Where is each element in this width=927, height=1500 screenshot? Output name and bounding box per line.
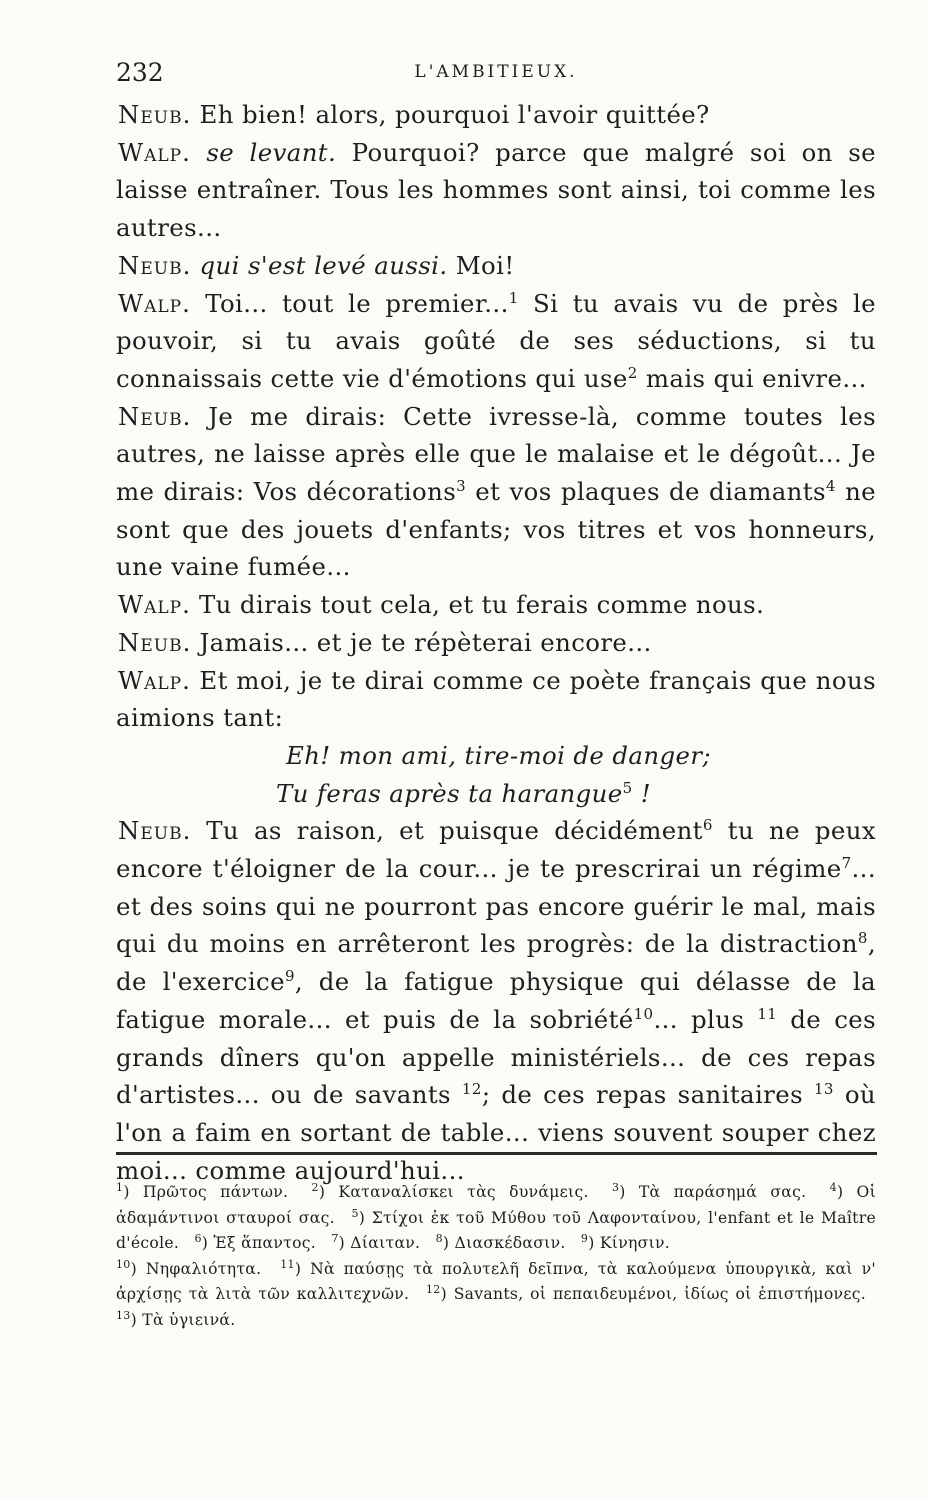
- line-text: , de la fatigue physique qui délasse de la fatigue morale... et puis de la sobriété: [116, 967, 876, 1034]
- line-text: ; de ces repas sanitaires: [481, 1080, 803, 1110]
- footnote-ref: 8: [857, 929, 868, 948]
- footnote-block: [116, 1257, 876, 1334]
- footnote: $^{10}$) Νηφαλιότητα.: [116, 1257, 262, 1278]
- line-text: Jamais... et je te répèterai encore...: [199, 627, 652, 657]
- verse-text: Tu feras après ta harangue: [276, 778, 623, 808]
- footnote-number: 4: [829, 1181, 837, 1194]
- footnote-ref: 12: [461, 1080, 482, 1099]
- footnote: $^5$) Στίχοι ἐκ τοῦ Μύθου τοῦ Λαφονταίνου, l'enfant et le Maître d'école.: [116, 1206, 877, 1252]
- footnote-number: 12: [426, 1283, 441, 1296]
- footnote: $^{13}$) Τὰ ὑγιεινά.: [116, 1308, 236, 1329]
- verse-text: !: [640, 778, 651, 808]
- footnote-number: 6: [194, 1232, 202, 1245]
- speaker-walp: Walp.: [118, 665, 191, 695]
- line-text: ne sont que des jouets d'enfants; vos titres et vos honneurs, une vaine fumée...: [116, 477, 877, 582]
- footnote-text: Νηφαλιότητα.: [145, 1259, 262, 1278]
- footnote-text: Νὰ παύσῃς τὰ πολυτελῆ δεῖπνα, τὰ καλούμενα ὑπουργικὰ, καὶ ν' ἀρχίσῃς τὰ λιτὰ τῶν καλλιτεχνῶν.: [116, 1259, 877, 1303]
- footnote-ref: 9: [284, 967, 295, 986]
- footnote-number: 1: [116, 1181, 124, 1194]
- line-text: Tu dirais tout cela, et tu ferais comme nous.: [198, 590, 765, 620]
- footnote-number: 13: [116, 1308, 131, 1322]
- line-text: et vos plaques de diamants: [475, 477, 826, 507]
- footnote-number: 3: [611, 1181, 620, 1194]
- footnote-block: [116, 1180, 876, 1257]
- footnotes: [116, 1180, 876, 1333]
- line-text: Moi!: [455, 250, 515, 280]
- speaker-neub: Neub.: [118, 816, 192, 846]
- footnote-text: Πρῶτος πάντων.: [142, 1183, 289, 1201]
- line-text: Pourquoi? parce que malgré soi on se laisse entraîner. Tous les hommes sont ainsi, toi comme les autres...: [116, 137, 877, 243]
- stage-direction: se levant.: [206, 137, 337, 167]
- footnote-ref: 5: [622, 778, 633, 797]
- footnote-text: Τὰ παράσημά σας.: [638, 1183, 807, 1201]
- line-text: Tu as raison, et puisque décidément: [206, 816, 703, 846]
- line-text: Toi... tout le premier...: [205, 288, 509, 318]
- line-text: Et moi, je te dirai comme ce poète français que nous aimions tant:: [116, 665, 876, 733]
- line-text: , de l'exercice: [116, 929, 876, 997]
- dialogue-line: [116, 285, 876, 398]
- line-text: tu ne peux encore t'éloigner de la cour... je te prescrirai un régime: [116, 816, 877, 884]
- dialogue-line: [116, 624, 876, 662]
- footnote-number: 8: [435, 1232, 443, 1245]
- footnote: $^8$) Διασκέδασιν.: [435, 1232, 566, 1252]
- footnote-number: 5: [351, 1206, 359, 1220]
- line-text: de ces grands dîners qu'on appelle ministériels... de ces repas d'artistes... ou de savants: [116, 1004, 876, 1110]
- footnote-text: Τὰ ὑγιεινά.: [142, 1310, 236, 1329]
- speaker-neub: Neub.: [118, 401, 192, 431]
- footnote-ref: 2: [627, 363, 638, 382]
- dialogue-line: [116, 586, 876, 624]
- footnote: $^{11}$) Νὰ παύσῃς τὰ πολυτελῆ δεῖπνα, τὰ καλούμενα ὑπουργικὰ, καὶ ν' ἀρχίσῃς τὰ λιτὰ τῶν καλλιτεχνῶν.: [116, 1257, 877, 1303]
- verse-line: [116, 775, 876, 813]
- footnote: $^3$) Τὰ παράσημά σας.: [611, 1181, 807, 1201]
- dialogue-line: [116, 812, 876, 1189]
- speaker-neub: Neub.: [118, 250, 192, 280]
- dialogue-line: [116, 398, 876, 587]
- footnote-text: Οἱ ἀδαμάντινοι σταυροί σας.: [116, 1183, 877, 1227]
- speaker-walp: Walp.: [118, 590, 191, 620]
- footnote-number: 10: [116, 1257, 131, 1271]
- footnote-text: Κίνησιν.: [599, 1234, 671, 1252]
- footnote: $^2$) Καταναλίσκει τὰς δυνάμεις.: [311, 1181, 589, 1201]
- footnote-ref: 11: [757, 1004, 778, 1023]
- footnote-text: Καταναλίσκει τὰς δυνάμεις.: [338, 1183, 589, 1201]
- footnote-divider: [116, 1152, 877, 1155]
- page-number: 232: [116, 58, 164, 87]
- footnote-ref: 10: [633, 1004, 654, 1023]
- footnote: $^{12}$) Savants, οἱ πεπαιδευμένοι, ἰδίως οἱ ἐπιστήμονες.: [426, 1283, 866, 1303]
- line-text: ... et des soins qui ne pourront pas encore guérir le mal, mais qui du moins en arrêteront les progrès: de la distraction: [116, 854, 876, 959]
- footnote-number: 9: [580, 1232, 589, 1245]
- dialogue-line: [116, 662, 876, 737]
- footnote: $^9$) Κίνησιν.: [580, 1232, 671, 1252]
- footnote-text: Ἐξ ἅπαντος.: [213, 1234, 317, 1252]
- speaker-neub: Neub.: [118, 627, 192, 657]
- dialogue-text: [116, 96, 876, 1189]
- speaker-walp: Walp.: [118, 137, 191, 167]
- page-header: [116, 58, 876, 88]
- footnote-text: Δίαιταν.: [350, 1234, 421, 1252]
- footnote-ref: 3: [456, 477, 467, 496]
- speaker-walp: Walp.: [118, 288, 191, 318]
- dialogue-line: [116, 96, 876, 134]
- line-text: Eh bien! alors, pourquoi l'avoir quittée?: [199, 100, 710, 129]
- footnote-number: 2: [311, 1181, 319, 1194]
- footnote-number: 7: [331, 1232, 339, 1245]
- footnote: $^4$) Οἱ ἀδαμάντινοι σταυροί σας.: [116, 1181, 877, 1227]
- line-text: Je me dirais: Cette ivresse-là, comme toutes les autres, ne laisse après elle que le malaise et le dégoût... Je me dirais: Vos décorations: [116, 401, 876, 507]
- footnote-text: Στίχοι ἐκ τοῦ Μύθου τοῦ Λαφονταίνου, l'enfant et le Maître d'école.: [116, 1208, 877, 1252]
- running-title: L'AMBITIEUX.: [414, 62, 578, 82]
- footnote-text: Savants, οἱ πεπαιδευμένοι, ἰδίως οἱ ἐπιστήμονες.: [453, 1285, 866, 1303]
- line-text: où l'on a faim en sortant de table... viens souvent souper chez moi... comme aujourd'hui...: [116, 1080, 877, 1185]
- dialogue-line: [116, 134, 876, 247]
- footnote-ref: 7: [841, 854, 852, 873]
- stage-direction: qui s'est levé aussi.: [199, 250, 448, 280]
- footnote: $^7$) Δίαιταν.: [331, 1232, 421, 1252]
- footnote-text: Διασκέδασιν.: [454, 1234, 566, 1252]
- footnote-ref: 1: [508, 288, 519, 307]
- dialogue-line: [116, 247, 876, 285]
- footnote-ref: 6: [702, 816, 713, 835]
- verse-line: [116, 737, 876, 775]
- line-text: Si tu avais vu de près le pouvoir, si tu avais goûté de ses séductions, si tu connaissais cette vie d'émotions qui use: [116, 288, 876, 393]
- speaker-neub: Neub.: [118, 100, 192, 129]
- footnote-ref: 13: [813, 1080, 834, 1099]
- footnote-ref: 4: [825, 477, 836, 496]
- footnote: $^1$) Πρῶτος πάντων.: [116, 1181, 289, 1201]
- line-text: ... plus: [653, 1004, 745, 1034]
- footnote: $^6$) Ἐξ ἅπαντος.: [194, 1232, 317, 1252]
- verse-text: Eh! mon ami, tire-moi de danger;: [286, 740, 712, 770]
- footnote-number: 11: [280, 1257, 295, 1271]
- line-text: mais qui enivre...: [645, 363, 867, 393]
